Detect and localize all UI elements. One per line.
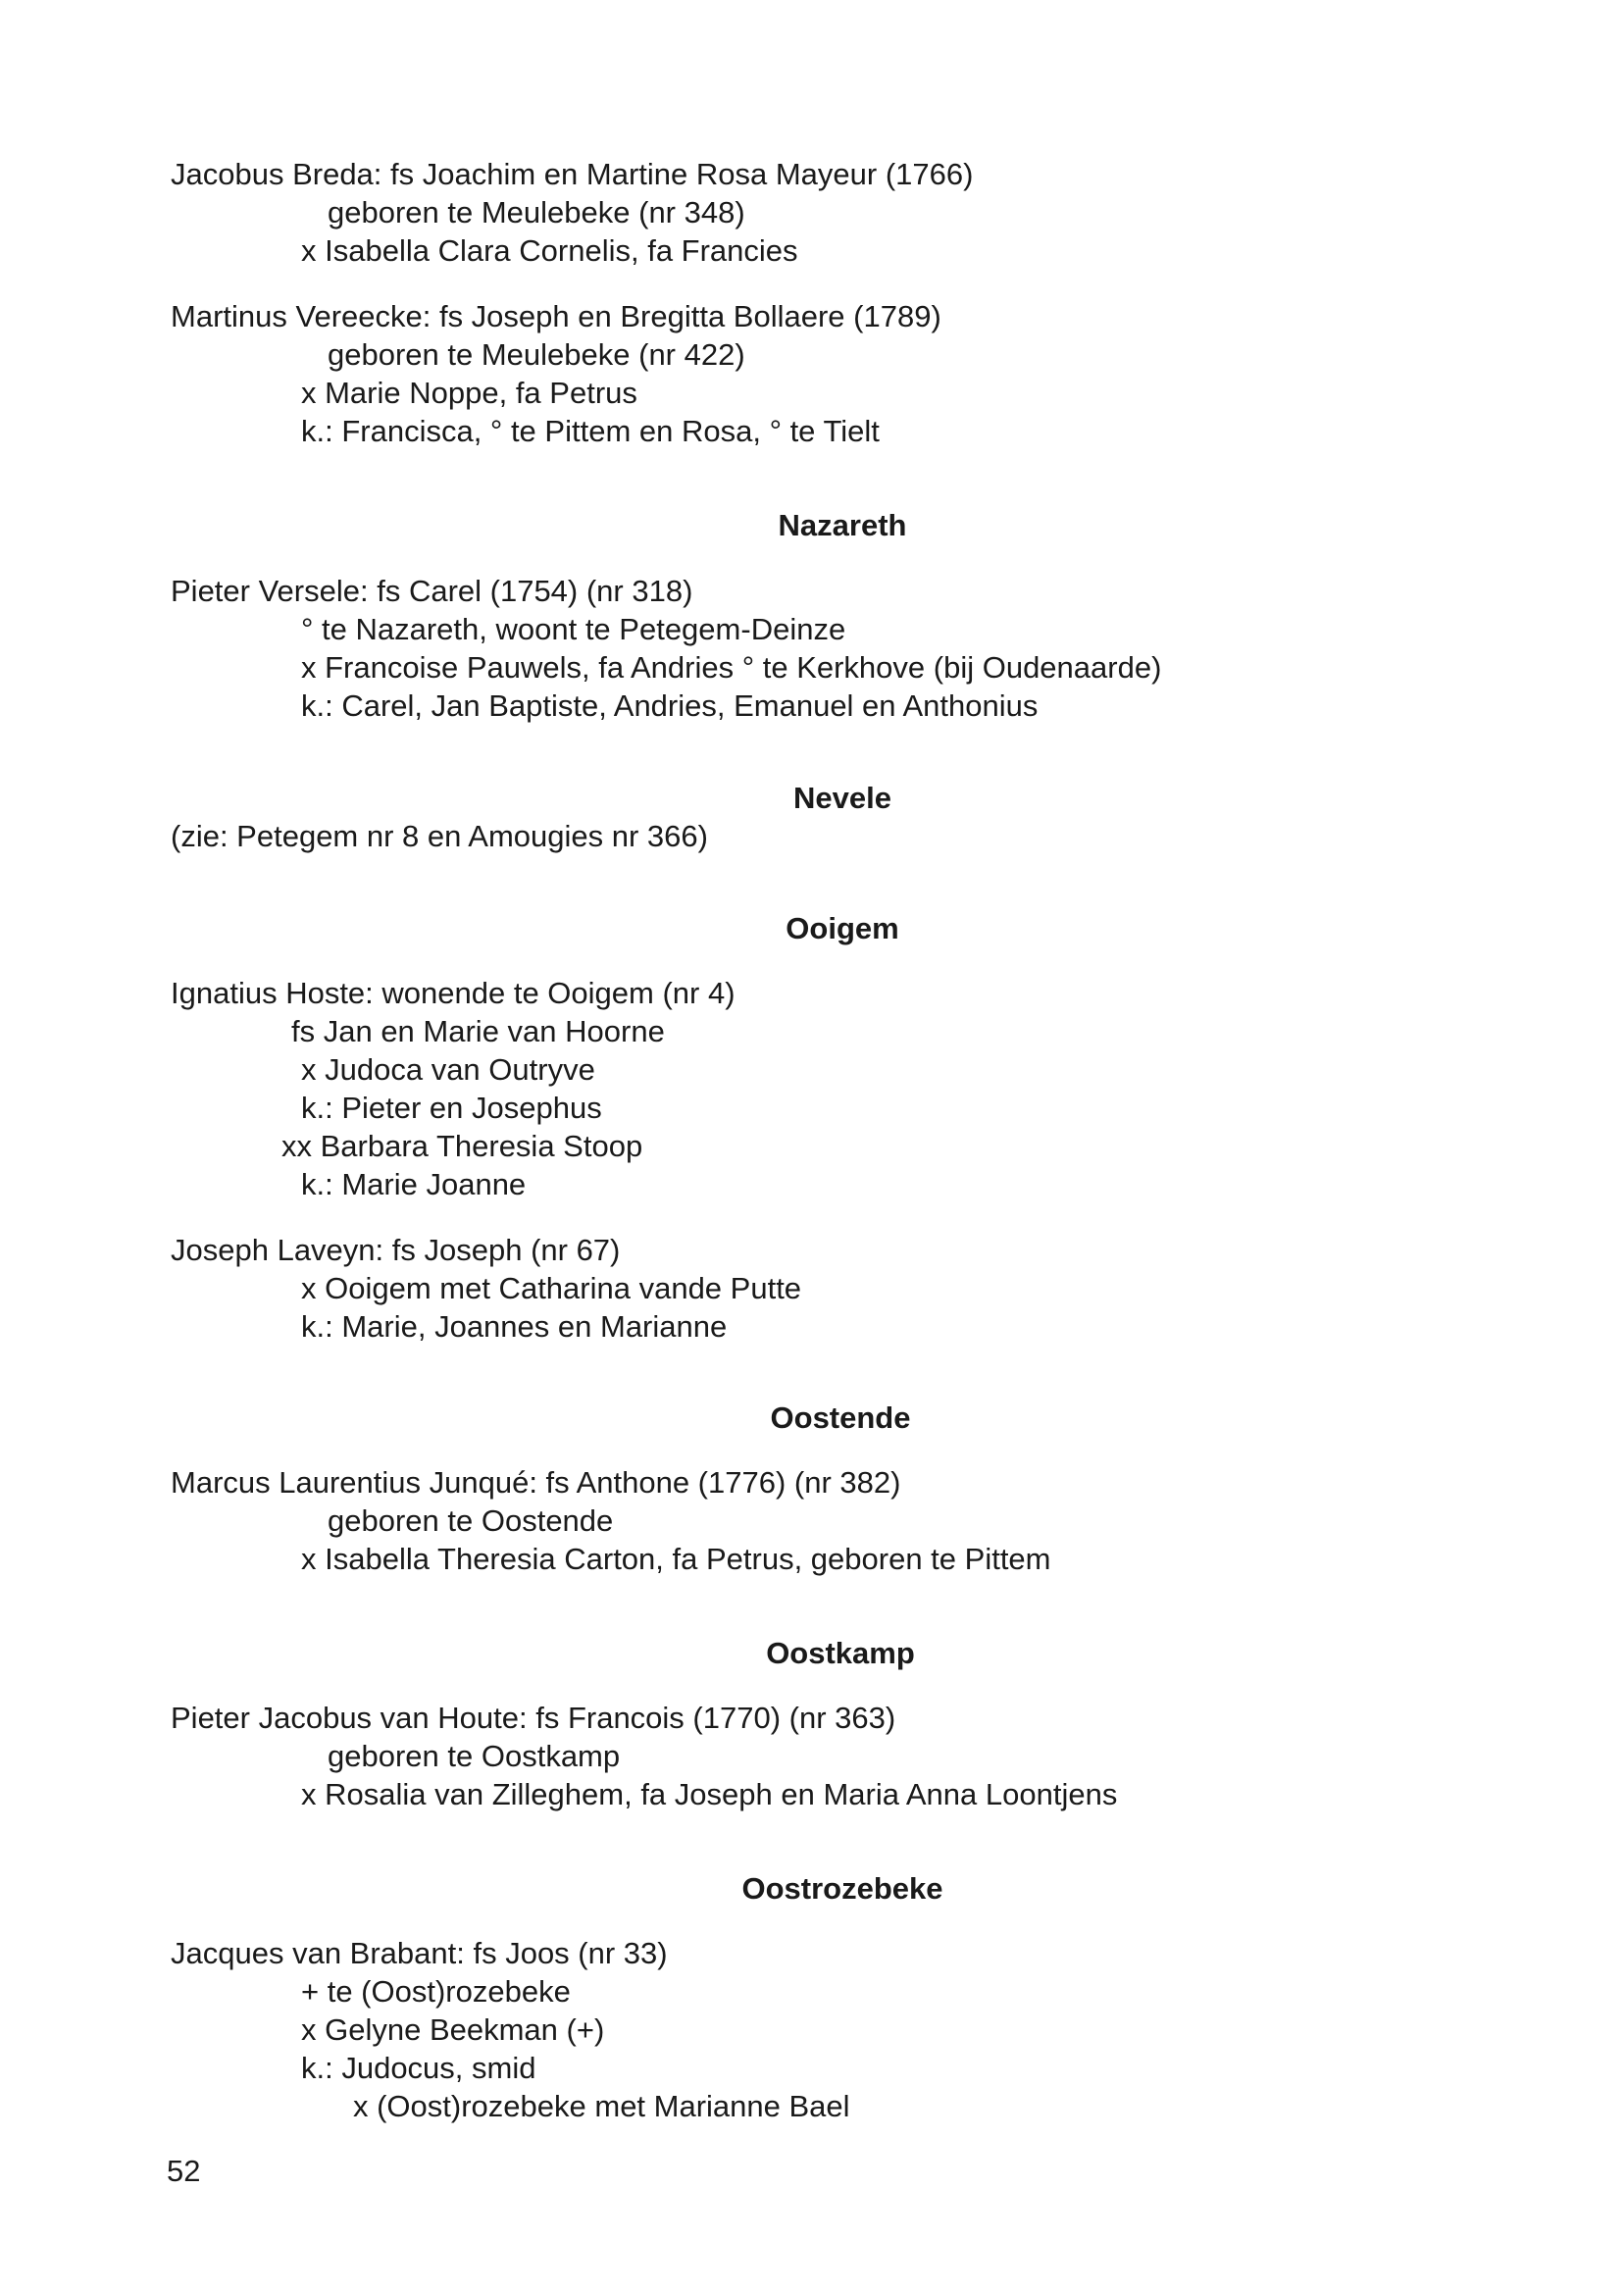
entry-line: x Francoise Pauwels, fa Andries ° te Kerkhove (bij Oudenaarde): [301, 650, 1162, 685]
entry-line: x Isabella Clara Cornelis, fa Francies: [301, 233, 798, 268]
entry-line: geboren te Oostkamp: [328, 1739, 621, 1773]
entry-line: x Rosalia van Zilleghem, fa Joseph en Maria Anna Loontjens: [301, 1777, 1118, 1811]
entry-line: Pieter Jacobus van Houte: fs Francois (1770) (nr 363): [171, 1701, 896, 1735]
entry-line: k.: Carel, Jan Baptiste, Andries, Emanuel en Anthonius: [301, 688, 1039, 723]
entry-line: ° te Nazareth, woont te Petegem-Deinze: [301, 612, 846, 646]
entry-line: k.: Francisca, ° te Pittem en Rosa, ° te Tielt: [301, 414, 880, 448]
entry-line: k.: Marie, Joannes en Marianne: [301, 1309, 728, 1344]
entry-line: xx Barbara Theresia Stoop: [281, 1129, 643, 1163]
entry-line: x (Oost)rozebeke met Marianne Bael: [353, 2089, 850, 2123]
entry-line: geboren te Meulebeke (nr 348): [328, 195, 745, 229]
entry-line: x Marie Noppe, fa Petrus: [301, 376, 637, 410]
entry-line: x Gelyne Beekman (+): [301, 2012, 605, 2047]
page-number: 52: [167, 2154, 201, 2188]
entry-line: k.: Pieter en Josephus: [301, 1091, 602, 1125]
entry-line: x Judoca van Outryve: [301, 1052, 595, 1087]
entry-line: k.: Marie Joanne: [301, 1167, 527, 1201]
entry-line: Marcus Laurentius Junqué: fs Anthone (1776) (nr 382): [171, 1465, 901, 1500]
entry-line: k.: Judocus, smid: [301, 2051, 536, 2085]
entry-line: geboren te Meulebeke (nr 422): [328, 337, 745, 372]
section-heading: Ooigem: [786, 911, 899, 945]
entry-line: Jacques van Brabant: fs Joos (nr 33): [171, 1936, 668, 1970]
entry-line: Jacobus Breda: fs Joachim en Martine Rosa Mayeur (1766): [171, 157, 974, 191]
entry-line: + te (Oost)rozebeke: [301, 1974, 571, 2009]
entry-line: geboren te Oostende: [328, 1503, 614, 1538]
entry-line: fs Jan en Marie van Hoorne: [291, 1014, 665, 1048]
entry-line: Joseph Laveyn: fs Joseph (nr 67): [171, 1233, 621, 1267]
entry-line: Ignatius Hoste: wonende te Ooigem (nr 4): [171, 976, 736, 1010]
entry-line: Martinus Vereecke: fs Joseph en Bregitta Bollaere (1789): [171, 299, 941, 333]
entry-line: (zie: Petegem nr 8 en Amougies nr 366): [171, 819, 708, 853]
section-heading: Nevele: [793, 781, 891, 815]
entry-line: x Ooigem met Catharina vande Putte: [301, 1271, 802, 1305]
section-heading: Oostrozebeke: [741, 1871, 943, 1906]
section-heading: Oostende: [770, 1400, 911, 1435]
section-heading: Oostkamp: [766, 1636, 915, 1670]
entry-line: Pieter Versele: fs Carel (1754) (nr 318): [171, 574, 693, 608]
entry-line: x Isabella Theresia Carton, fa Petrus, geboren te Pittem: [301, 1542, 1051, 1576]
section-heading: Nazareth: [778, 508, 907, 542]
